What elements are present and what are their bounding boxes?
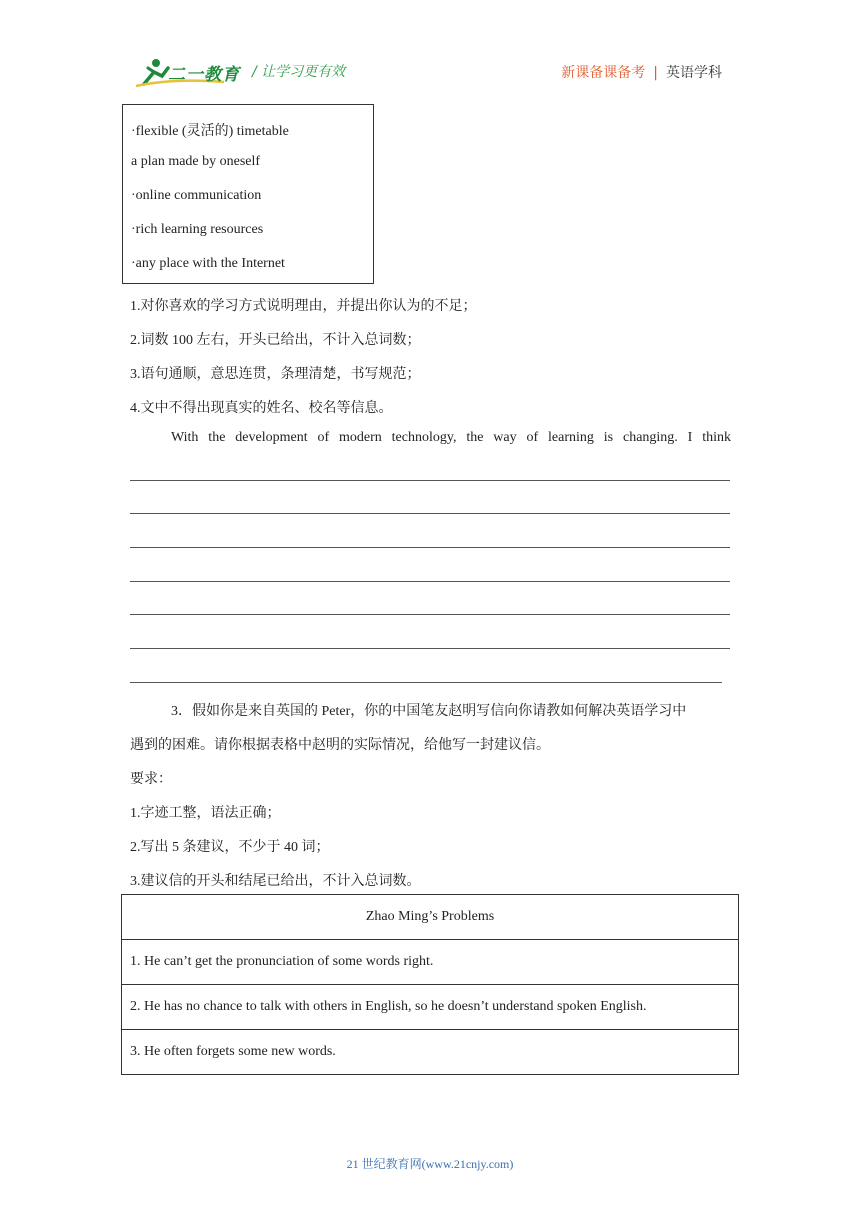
task3-line1: 3．假如你是来自英国的 Peter，你的中国笔友赵明写信向你请教如何解决英语学习中 <box>171 704 687 719</box>
essay-start: With the development of modern technology, the way of learning is changing. I think <box>171 430 731 445</box>
writing-line[interactable] <box>130 547 730 548</box>
task3-line2: 遇到的困难。请你根据表格中赵明的实际情况，给他写一封建议信。 <box>130 738 550 753</box>
hint-item: ·any place with the Internet <box>131 256 285 271</box>
writing-line[interactable] <box>130 480 730 481</box>
hint-item: ·flexible (灵活的) timetable <box>131 124 289 139</box>
logo-text: 二一教育 <box>168 65 240 85</box>
hint-item: ·online communication <box>131 188 262 203</box>
writing-line[interactable] <box>130 614 730 615</box>
header-course-text: 新课备课备考 <box>561 65 646 81</box>
table-title: Zhao Ming’s Problems <box>122 895 739 940</box>
writing-line[interactable] <box>130 682 722 683</box>
writing-line[interactable] <box>130 513 730 514</box>
hint-item: a plan made by oneself <box>131 154 261 169</box>
table-cell: 1. He can’t get the pronunciation of some words right. <box>122 940 739 985</box>
slogan: / 让学习更有效 <box>252 64 346 80</box>
requirement-line: 2.词数 100 左右，开头已给出，不计入总词数； <box>130 333 421 348</box>
requirement-line: 3.语句通顺，意思连贯，条理清楚，书写规范； <box>130 367 421 382</box>
table-row <box>122 1030 739 1075</box>
writing-line[interactable] <box>130 648 730 649</box>
hint-item: ·rich learning resources <box>131 222 264 237</box>
hint-box <box>122 104 374 284</box>
requirement-line: 1.对你喜欢的学习方式说明理由，并提出你认为的不足； <box>130 299 477 314</box>
footer: 21 世纪教育网(www.21cnjy.com) <box>346 1157 514 1171</box>
task3-req: 1.字迹工整，语法正确； <box>130 806 281 821</box>
header-right <box>561 62 722 82</box>
header-subject: 英语学科 <box>666 65 722 81</box>
header-separator: | <box>653 65 658 81</box>
requirement-line: 4.文中不得出现真实的姓名、校名等信息。 <box>130 401 393 416</box>
table-row <box>122 940 739 985</box>
table-cell: 3. He often forgets some new words. <box>122 1030 739 1075</box>
problems-table <box>121 894 739 1075</box>
task3-req-title: 要求： <box>130 772 172 787</box>
task3-req: 2.写出 5 条建议，不少于 40 词； <box>130 840 330 855</box>
writing-line[interactable] <box>130 581 730 582</box>
table-cell: 2. He has no chance to talk with others in English, so he doesn’t understand spoken English. <box>122 985 739 1030</box>
task3-req: 3.建议信的开头和结尾已给出，不计入总词数。 <box>130 874 421 889</box>
table-row <box>122 985 739 1030</box>
table-row <box>122 895 739 940</box>
